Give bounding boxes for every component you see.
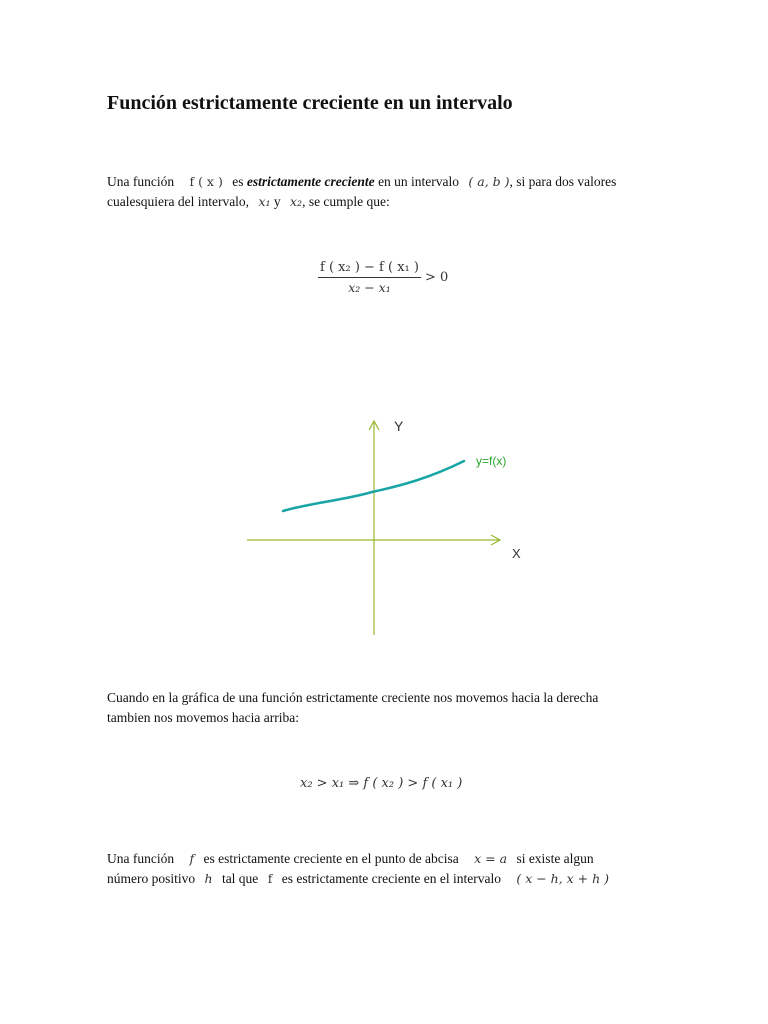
formula-h: h — [204, 871, 213, 886]
formula-fx: f ( x ) — [189, 174, 223, 189]
curve-label: y=f(x) — [476, 454, 507, 468]
formula-numerator: f ( x₂ ) − f ( x₁ ) — [318, 260, 421, 278]
y-axis-label: Y — [394, 418, 404, 434]
formula-denominator: x₂ − x₁ — [348, 280, 391, 295]
formula-x2: x₂ — [290, 194, 303, 209]
text-segment: es estrictamente creciente en el intervalo — [281, 871, 501, 886]
point-definition-paragraph — [107, 849, 609, 889]
text-segment: si existe algun — [516, 851, 594, 866]
page-title: Función estrictamente creciente en un intervalo — [107, 92, 513, 114]
formula-interval-xh: ( x − h, x + h ) — [516, 871, 610, 886]
text-segment: es — [232, 174, 244, 189]
text-segment: Una función — [107, 851, 175, 866]
explanation-paragraph — [107, 688, 598, 728]
formula-x-equals-a: x = a — [474, 851, 508, 866]
point-definition-line-1 — [107, 849, 609, 869]
formula-f: f — [267, 871, 273, 886]
text-segment: Una función — [107, 174, 175, 189]
formula-interval-ab: ( a, b ) — [468, 174, 510, 189]
point-definition-line-2 — [107, 869, 609, 889]
text-segment: , si para dos valores — [509, 174, 617, 189]
text-segment: y — [273, 194, 281, 209]
x-axis-label: X — [512, 546, 521, 561]
text-segment: cualesquiera del intervalo, — [107, 194, 250, 209]
formula-x1: x₁ — [258, 194, 271, 209]
text-segment: es estrictamente creciente en el punto de abcisa — [203, 851, 459, 866]
formula-rhs: > 0 — [424, 270, 449, 285]
text-segment: en un intervalo — [378, 174, 460, 189]
text-segment: tal que — [221, 871, 259, 886]
explanation-line-1: Cuando en la gráfica de una función estrictamente creciente nos movemos hacia la derecha — [107, 690, 599, 705]
text-segment: número positivo — [107, 871, 196, 886]
y-axis — [369, 421, 379, 635]
explanation-line-2: tambien nos movemos hacia arriba: — [107, 710, 299, 725]
text-segment: , se cumple que: — [302, 194, 390, 209]
formula-monotonic-implication: x₂ > x₁ ⇒ f ( x₂ ) > f ( x₁ ) — [300, 776, 463, 791]
formula-f: f — [189, 851, 195, 866]
bold-term: estrictamente creciente — [246, 174, 375, 189]
